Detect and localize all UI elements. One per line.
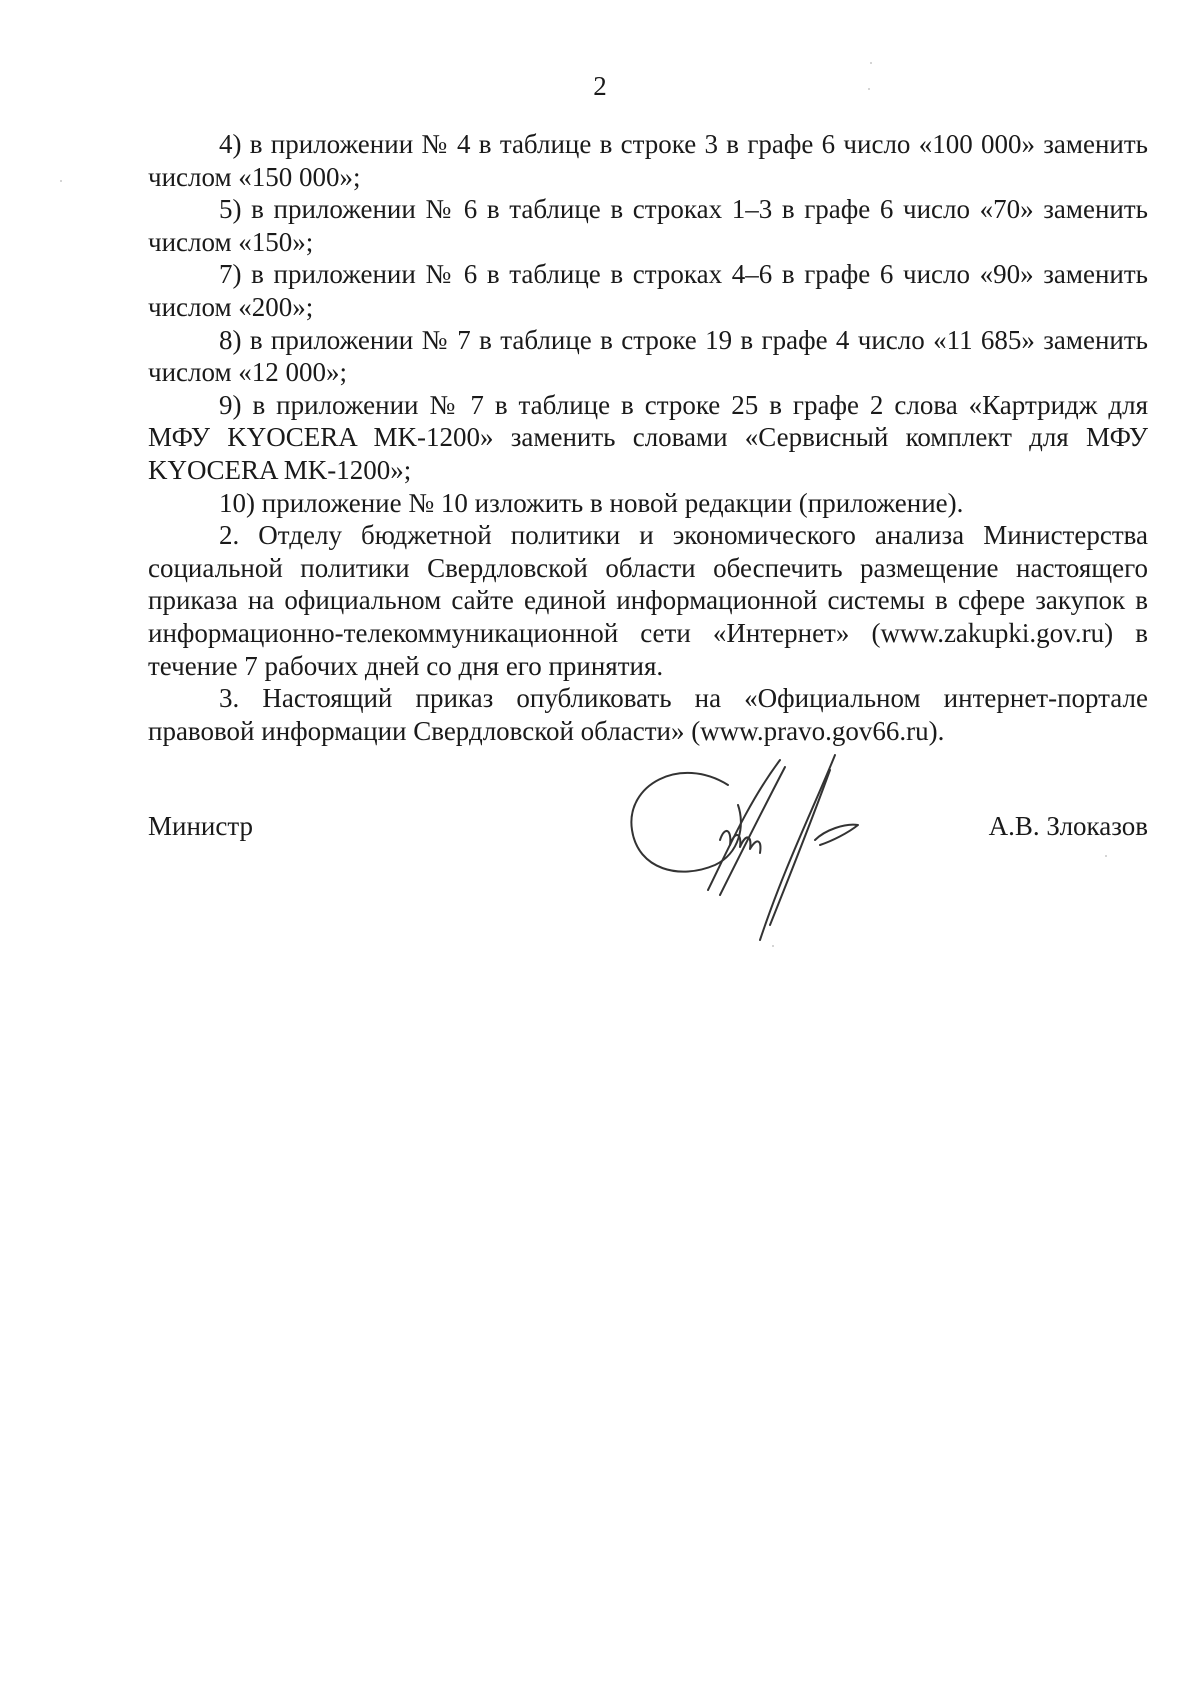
signatory-name: А.В. Злоказов (988, 811, 1148, 841)
amendment-item-8: 8) в приложении № 7 в таблице в строке 19 в графе 4 число «11 685» заменить числом «12 000»; (148, 324, 1148, 388)
scan-speck (1105, 855, 1107, 857)
scan-speck (870, 62, 872, 64)
amendment-item-9: 9) в приложении № 7 в таблице в строке 25 в графе 2 слова «Картридж для МФУ KYOCERA MK-1200» заменить словами «Сервисный комплект для МФУ KYOCERA MK-1200»; (148, 389, 1148, 485)
amendment-item-10: 10) приложение № 10 изложить в новой редакции (приложение). (219, 487, 964, 518)
signature-long-stroke-2 (770, 770, 830, 925)
signatory-role: Министр (148, 811, 253, 841)
document-body (148, 128, 1148, 747)
handwritten-signature (620, 745, 920, 945)
order-clause-2: 2. Отделу бюджетной политики и экономического анализа Министерства социальной политики Свердловской области обеспечить размещение настоящего приказа на официальном сайте единой информационной системы в сфере закупок в информационно-телекоммуникационной сети «Интернет» (www.zakupki.gov.ru) в течение 7 рабочих дней со дня его принятия. (148, 520, 1148, 681)
signature-sweep-stroke-2 (720, 767, 785, 895)
page-number: 2 (593, 71, 607, 101)
amendment-item-7: 7) в приложении № 6 в таблице в строках 4–6 в графе 6 число «90» заменить числом «200»; (148, 259, 1148, 322)
signature-tail-stroke (815, 825, 858, 845)
order-clause-3: 3. Настоящий приказ опубликовать на «Официальном интернет-портале правовой информации Свердловской области» (www.pravo.gov66.ru). (148, 683, 1148, 746)
scan-speck (868, 88, 870, 90)
scan-speck (60, 180, 62, 182)
scan-speck (772, 945, 774, 947)
signature-long-stroke (760, 755, 835, 940)
amendment-item-4: 4) в приложении № 4 в таблице в строке 3 в графе 6 число «100 000» заменить числом «150 000»; (148, 129, 1148, 192)
amendment-item-5: 5) в приложении № 6 в таблице в строках 1–3 в графе 6 число «70» заменить числом «150»; (148, 194, 1148, 257)
